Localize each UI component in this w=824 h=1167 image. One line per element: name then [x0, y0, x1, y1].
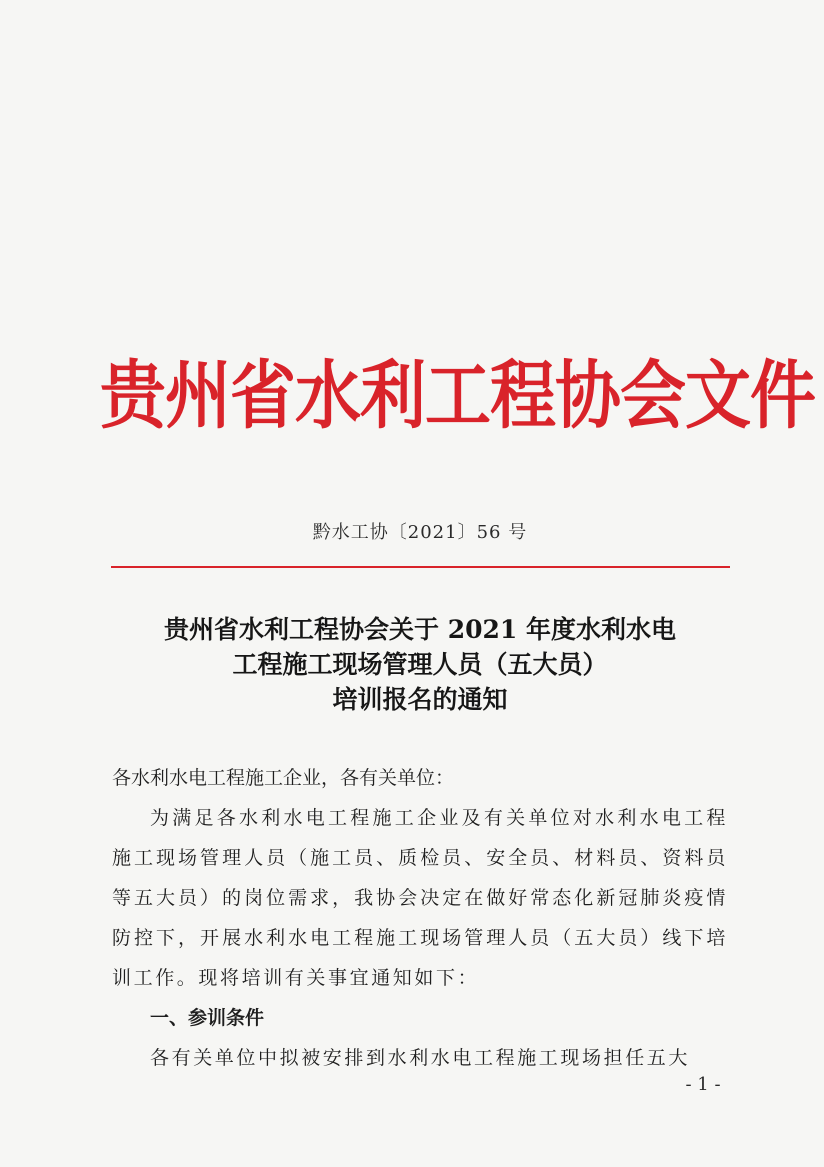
notice-title: [110, 612, 730, 717]
notice-title-line-3: 培训报名的通知: [332, 685, 508, 714]
section-heading-eligibility: 一、参训条件: [150, 1007, 265, 1029]
intro-paragraph: 为满足各水利水电工程施工企业及有关单位对水利水电工程施工现场管理人员（施工员、质检员、安全员、材料员、资料员等五大员）的岗位需求，我协会决定在做好常态化新冠肺炎疫情防控下，开展水利水电工程施工现场管理人员（五大员）线下培训工作。现将培训有关事宜通知如下：: [112, 807, 728, 989]
notice-title-line-1: 贵州省水利工程协会关于 2021 年度水利水电: [164, 615, 676, 644]
notice-title-line-2: 工程施工现场管理人员（五大员）: [232, 650, 608, 679]
document-masthead: 贵州省水利工程协会文件: [100, 351, 815, 439]
eligibility-paragraph: 各有关单位中拟被安排到水利水电工程施工现场担任五大: [150, 1047, 691, 1069]
salutation: 各水利水电工程施工企业，各有关单位：: [112, 767, 455, 789]
document-number: 黔水工协〔2021〕56 号: [312, 522, 528, 543]
page-number: - 1 -: [685, 1074, 721, 1095]
red-divider-rule: [111, 566, 730, 568]
notice-body: [112, 758, 728, 1078]
